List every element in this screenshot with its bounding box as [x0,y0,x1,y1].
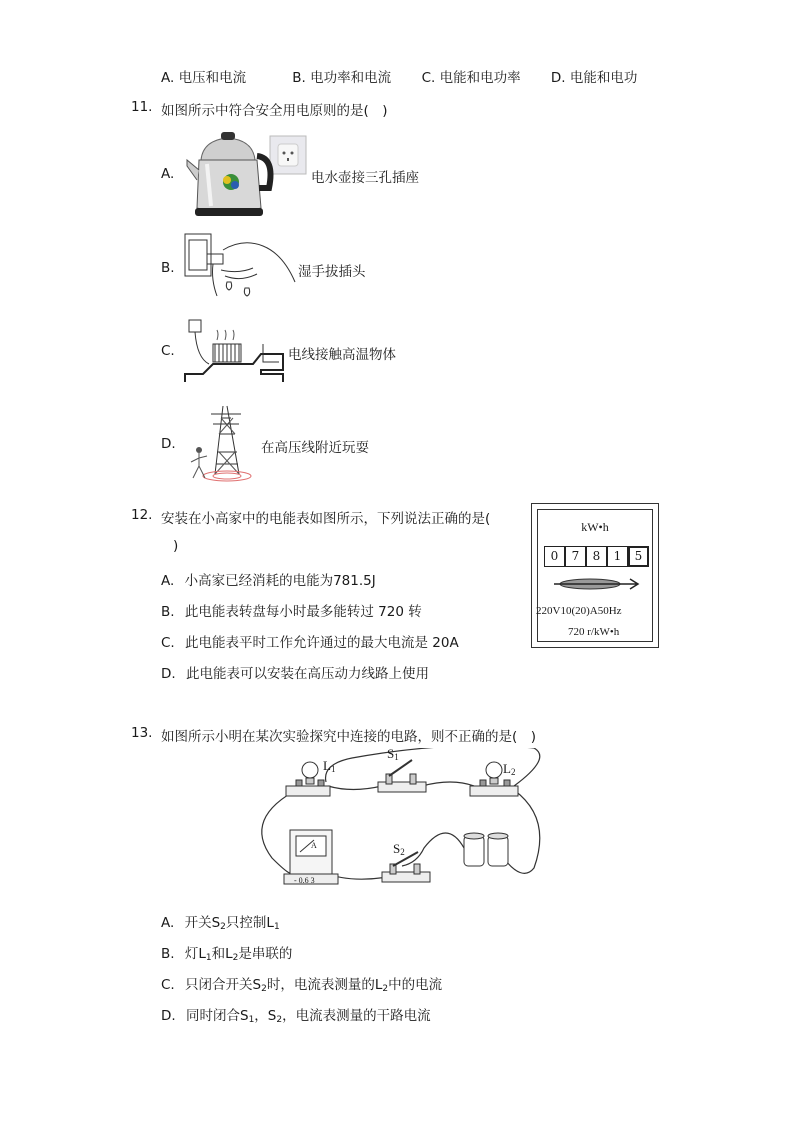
q11-option-c-letter: C. [161,343,175,359]
meter-digit-2: 7 [565,546,586,567]
battery-pack [464,833,508,866]
q13-option-d: D. 同时闭合$S_1$，$S_2$，电流表测量的干路电流 [161,1008,431,1025]
q13-option-b-pre: 灯L [184,946,206,962]
q12-stem: 安装在小高家中的电能表如图所示，下列说法正确的是( [161,511,491,527]
q12-option-d-letter: D. [161,666,176,682]
meter-digit-1: 0 [544,546,565,567]
meter-unit: kW•h [581,520,609,534]
q13-option-b: B. 灯$L_1$和$L_2$是串联的 [161,946,293,963]
q11-stem: 如图所示中符合安全用电原则的是( ) [161,103,388,119]
switch-s1 [378,760,426,792]
label-ammeter: A [311,841,317,850]
q13-option-b-letter: B. [161,946,175,962]
label-l2: $L_2$ [503,761,516,777]
q10-option-a: A. 电压和电流 [161,70,247,86]
q10-option-b: B. 电功率和电流 [292,70,392,86]
q12-option-a-letter: A. [161,573,175,589]
q12-option-c-letter: C. [161,635,175,651]
q10-options [161,66,637,86]
meter-digit-3: 8 [586,546,607,567]
high-voltage-tower-image [183,404,253,482]
meter-revs: 720 r/kW•h [568,626,620,638]
electric-meter [531,503,659,648]
hot-object-wire-image [183,318,287,384]
q12-option-a-text: 小高家已经消耗的电能为781.5J [184,573,376,589]
q13-number: 13. [131,725,153,741]
q13-option-d-letter: D. [161,1008,176,1024]
meter-rating: 220V10(20)A50Hz [536,605,622,617]
q13-option-c-letter: C. [161,977,175,993]
q11-number: 11. [131,99,153,115]
q12-option-c-text: 此电能表平时工作允许通过的最大电流是 20A [185,635,459,651]
q11-option-b-letter: B. [161,260,175,276]
q13-stem: 如图所示小明在某次实验探究中连接的电路，则不正确的是( ) [161,729,537,745]
kettle-image [183,130,308,218]
meter-disc-arrow-icon [550,576,642,592]
label-s1: $S_1$ [387,746,399,762]
meter-digit-5: 5 [628,546,649,567]
q12-option-d-text: 此电能表可以安装在高压动力线路上使用 [185,666,429,682]
label-l1: $L_1$ [323,758,336,774]
label-s2: $S_2$ [393,841,405,857]
q13-option-a: A. 开关$S_2$只控制$L_1$ [161,915,280,932]
label-ammeter-scale: - 0.6 3 [294,876,315,885]
q12-option-b [161,600,422,620]
q13-option-c-pre: 只闭合开关S [185,977,262,993]
q11-option-b-text: 湿手拔插头 [298,264,366,280]
meter-face [537,509,653,642]
q12-stem-close: ) [173,538,179,554]
q11-option-a-text: 电水壶接三孔插座 [311,170,419,186]
q13-option-d-pre: 同时闭合S [185,1008,249,1024]
wire [422,782,474,786]
wire [328,786,382,790]
switch-s2 [382,852,430,882]
q11-option-d-letter: D. [161,436,176,452]
q11-option-d-text: 在高压线附近玩耍 [261,440,369,456]
q13-option-a-letter: A. [161,915,175,931]
q12-option-c [161,631,459,651]
wire [402,833,464,866]
q12-option-a [161,569,376,589]
q12-option-b-letter: B. [161,604,175,620]
q12-option-d [161,662,429,682]
wet-hand-plug-image [183,230,298,300]
q11-option-a-letter: A. [161,166,175,182]
q10-option-d: D. 电能和电功 [550,70,638,86]
q10-option-c: C. 电能和电功率 [421,70,521,86]
q12-number: 12. [131,507,153,523]
q11-option-c-text: 电线接触高温物体 [288,347,396,363]
meter-digit-4: 1 [607,546,628,567]
q13-option-c: C. 只闭合开关$S_2$时，电流表测量的$L_2$中的电流 [161,977,443,994]
q13-option-a-pre: 开关S [184,915,221,931]
q12-option-b-text: 此电能表转盘每小时最多能转过 720 转 [184,604,422,620]
